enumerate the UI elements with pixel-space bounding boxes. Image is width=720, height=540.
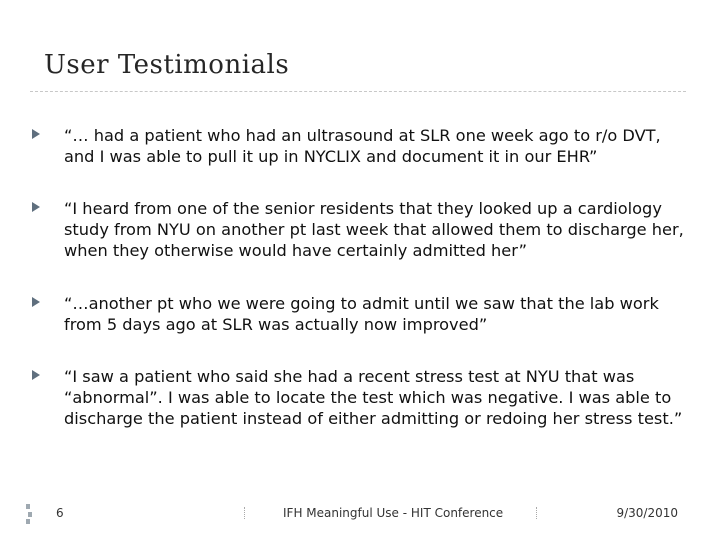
footer-date: 9/30/2010 — [616, 506, 678, 520]
triangle-bullet-icon — [32, 297, 40, 307]
bullet-text: “… had a patient who had an ultrasound at SLR one week ago to r/o DVT, and I was able to pull it up in NYCLIX and document it in our EHR” — [64, 126, 661, 167]
footer-title: IFH Meaningful Use - HIT Conference — [283, 506, 504, 520]
title-divider — [30, 91, 686, 92]
bullet-text: “I saw a patient who said she had a recent stress test at NYU that was “abnormal”. I was able to locate the test which was negative. I was able to discharge the patient instead of either admitting or redoing her stress test.” — [64, 367, 683, 429]
slide-title: User Testimonials — [44, 50, 290, 80]
bullet-text: “I heard from one of the senior residents that they looked up a cardiology study from NYU on another pt last week that allowed them to discharge her, when they otherwise would have certainly admitted her” — [64, 199, 684, 261]
triangle-bullet-icon — [32, 202, 40, 212]
footer-divider — [536, 507, 537, 519]
footer-divider — [244, 507, 245, 519]
page-number: 6 — [56, 506, 64, 520]
triangle-bullet-icon — [32, 370, 40, 380]
bullet-text: “…another pt who we were going to admit until we saw that the lab work from 5 days ago at SLR was actually now improved” — [64, 294, 659, 335]
triangle-bullet-icon — [32, 129, 40, 139]
footer-decoration-icon — [26, 504, 32, 524]
